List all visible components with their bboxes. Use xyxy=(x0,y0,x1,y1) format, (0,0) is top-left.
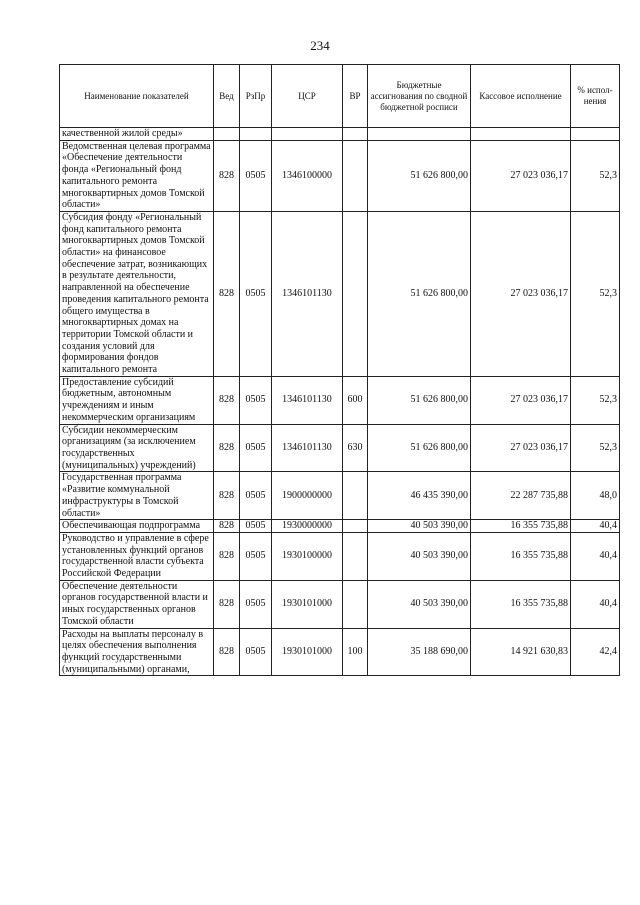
row-rzpr: 0505 xyxy=(240,472,272,520)
row-cash-execution: 27 023 036,17 xyxy=(471,424,571,472)
row-cash-execution: 16 355 735,88 xyxy=(471,520,571,533)
row-vr xyxy=(343,140,368,211)
row-vr: 630 xyxy=(343,424,368,472)
table-row xyxy=(60,211,620,376)
row-assignments: 40 503 390,00 xyxy=(368,580,471,628)
row-rzpr: 0505 xyxy=(240,140,272,211)
row-rzpr: 0505 xyxy=(240,580,272,628)
row-vr xyxy=(343,580,368,628)
row-name: Субсидии некоммерческим организациям (за исключением государственных (муниципальных) учреждений) xyxy=(60,424,214,472)
row-cash-execution xyxy=(471,128,571,141)
row-vr: 100 xyxy=(343,628,368,676)
row-execution-percent: 48,0 xyxy=(571,472,620,520)
row-execution-percent: 40,4 xyxy=(571,532,620,580)
row-assignments: 51 626 800,00 xyxy=(368,424,471,472)
row-name: Руководство и управление в сфере установленных функций органов государственной власти субъекта Российской Федерации xyxy=(60,532,214,580)
header-cash-execution: Кассовое исполнение xyxy=(471,65,571,128)
row-cash-execution: 27 023 036,17 xyxy=(471,211,571,376)
table-row xyxy=(60,580,620,628)
row-vr xyxy=(343,472,368,520)
row-vr xyxy=(343,532,368,580)
header-csr: ЦСР xyxy=(272,65,343,128)
row-rzpr: 0505 xyxy=(240,520,272,533)
row-name: Обеспечивающая подпрограмма xyxy=(60,520,214,533)
row-execution-percent: 52,3 xyxy=(571,140,620,211)
table-row xyxy=(60,376,620,424)
row-rzpr: 0505 xyxy=(240,424,272,472)
row-rzpr: 0505 xyxy=(240,376,272,424)
header-vr: ВР xyxy=(343,65,368,128)
row-name: Обеспечение деятельности органов государственной власти и иных государственных органов Томской области xyxy=(60,580,214,628)
row-vr xyxy=(343,128,368,141)
header-rzpr: РзПр xyxy=(240,65,272,128)
row-vr xyxy=(343,520,368,533)
row-ved: 828 xyxy=(214,140,240,211)
row-cash-execution: 14 921 630,83 xyxy=(471,628,571,676)
table-row xyxy=(60,140,620,211)
table-row xyxy=(60,532,620,580)
row-ved: 828 xyxy=(214,376,240,424)
row-ved: 828 xyxy=(214,628,240,676)
row-assignments: 40 503 390,00 xyxy=(368,532,471,580)
row-execution-percent: 42,4 xyxy=(571,628,620,676)
table-header-row xyxy=(60,65,620,128)
row-rzpr: 0505 xyxy=(240,211,272,376)
header-execution-percent: % испол-нения xyxy=(571,65,620,128)
row-csr: 1930100000 xyxy=(272,532,343,580)
row-assignments: 46 435 390,00 xyxy=(368,472,471,520)
table-row xyxy=(60,128,620,141)
table-row xyxy=(60,472,620,520)
row-csr: 1346101130 xyxy=(272,424,343,472)
row-ved: 828 xyxy=(214,532,240,580)
table-row xyxy=(60,520,620,533)
row-execution-percent: 52,3 xyxy=(571,376,620,424)
row-csr: 1346101130 xyxy=(272,376,343,424)
row-ved xyxy=(214,128,240,141)
page-number: 234 xyxy=(310,38,330,53)
row-ved: 828 xyxy=(214,580,240,628)
row-execution-percent: 52,3 xyxy=(571,424,620,472)
row-assignments: 35 188 690,00 xyxy=(368,628,471,676)
row-cash-execution: 27 023 036,17 xyxy=(471,140,571,211)
header-assignments: Бюджетные ассигнования по сводной бюджетной росписи xyxy=(368,65,471,128)
table-row xyxy=(60,628,620,676)
row-name: Государственная программа «Развитие коммунальной инфраструктуры в Томской области» xyxy=(60,472,214,520)
row-vr xyxy=(343,211,368,376)
row-cash-execution: 16 355 735,88 xyxy=(471,532,571,580)
row-execution-percent: 40,4 xyxy=(571,580,620,628)
row-assignments: 51 626 800,00 xyxy=(368,140,471,211)
header-name: Наименование показателей xyxy=(60,65,214,128)
row-assignments xyxy=(368,128,471,141)
row-csr: 1346101130 xyxy=(272,211,343,376)
row-ved: 828 xyxy=(214,520,240,533)
row-rzpr: 0505 xyxy=(240,532,272,580)
row-csr: 1346100000 xyxy=(272,140,343,211)
row-name: Субсидия фонду «Региональный фонд капитального ремонта многоквартирных домов Томской области» на финансовое обеспечение затрат, возникающих в результате деятельности, направленной на обеспечение проведения капитального ремонта общего имущества в многоквартирных домах на территории Томской области и создания условий для формирования фондов капитального ремонта xyxy=(60,211,214,376)
row-vr: 600 xyxy=(343,376,368,424)
row-csr: 1930101000 xyxy=(272,580,343,628)
row-name: Ведомственная целевая программа «Обеспечение деятельности фонда «Региональный фонд капитального ремонта многоквартирных домов Томской области» xyxy=(60,140,214,211)
header-ved: Вед xyxy=(214,65,240,128)
row-cash-execution: 27 023 036,17 xyxy=(471,376,571,424)
row-ved: 828 xyxy=(214,211,240,376)
row-ved: 828 xyxy=(214,472,240,520)
row-execution-percent: 40,4 xyxy=(571,520,620,533)
row-name: качественной жилой среды» xyxy=(60,128,214,141)
row-csr xyxy=(272,128,343,141)
row-assignments: 51 626 800,00 xyxy=(368,211,471,376)
row-ved: 828 xyxy=(214,424,240,472)
row-name: Расходы на выплаты персоналу в целях обеспечения выполнения функций государственными (муниципальными) органами, xyxy=(60,628,214,676)
row-assignments: 40 503 390,00 xyxy=(368,520,471,533)
row-cash-execution: 16 355 735,88 xyxy=(471,580,571,628)
row-execution-percent: 52,3 xyxy=(571,211,620,376)
row-csr: 1930101000 xyxy=(272,628,343,676)
row-execution-percent xyxy=(571,128,620,141)
row-assignments: 51 626 800,00 xyxy=(368,376,471,424)
row-cash-execution: 22 287 735,88 xyxy=(471,472,571,520)
row-csr: 1900000000 xyxy=(272,472,343,520)
budget-execution-table xyxy=(59,64,620,676)
table-row xyxy=(60,424,620,472)
row-rzpr xyxy=(240,128,272,141)
row-name: Предоставление субсидий бюджетным, автономным учреждениям и иным некоммерческим организациям xyxy=(60,376,214,424)
row-csr: 1930000000 xyxy=(272,520,343,533)
row-rzpr: 0505 xyxy=(240,628,272,676)
